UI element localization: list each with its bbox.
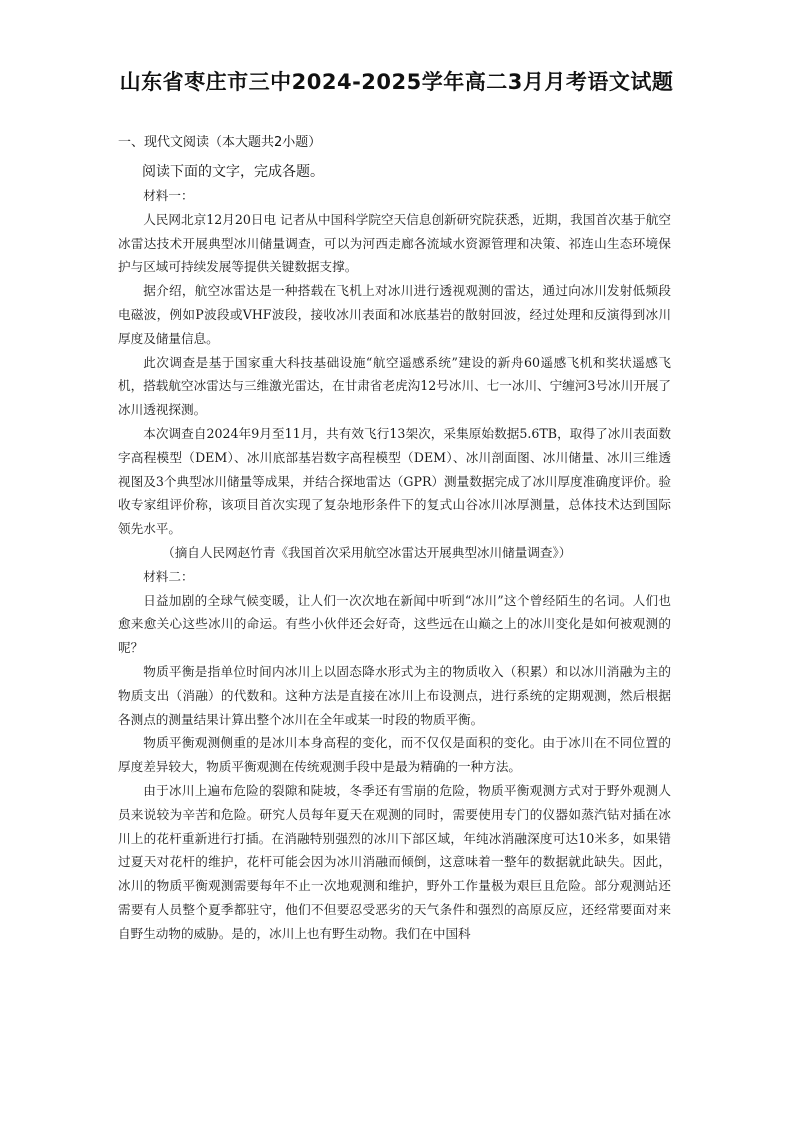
instruction-text: 阅读下面的文字，完成各题。 — [142, 164, 324, 180]
section-heading: 一、现代文阅读（本大题共2小题） — [118, 135, 322, 150]
paragraph: 人民网北京12月20日电 记者从中国科学院空天信息创新研究院获悉，近期，我国首次基于航空冰雷达技术开展典型冰川储量调查，可以为河西走廊各流域水资源管理和决策、祁连山生态环境保护与区域可持续发展等提供关键数据支撑。 — [118, 211, 671, 275]
paragraph: 日益加剧的全球气候变暖，让人们一次次地在新闻中听到“冰川”这个曾经陌生的名词。人们也愈来愈关心这些冰川的命运。有些小伙伴还会好奇，这些远在山巅之上的冰川变化是如何被观测的呢？ — [118, 592, 671, 656]
material-1-label: 材料一： — [143, 188, 194, 203]
paragraph: 本次调查自2024年9月至11月，共有效飞行13架次，采集原始数据5.6TB，取得了冰川表面数字高程模型（DEM）、冰川底部基岩数字高程模型（DEM）、冰川剖面图、冰川储量、冰川三维透视图及3个典型冰川储量等成果，并结合探地雷达（GPR）测量数据完成了冰川厚度准确度评价。验收专家组评价称，该项目首次实现了复杂地形条件下的复式山谷冰川冰厚测量，总体技术达到国际领先水平。 — [118, 425, 671, 537]
material-1-source: （摘自人民网赵竹青《我国首次采用航空冰雷达开展典型冰川储量调查》） — [162, 544, 572, 560]
paragraph: 物质平衡观测侧重的是冰川本身高程的变化，而不仅仅是面积的变化。由于冰川在不同位置的厚度差异较大，物质平衡观测在传统观测手段中是最为精确的一种方法。 — [118, 735, 671, 775]
paragraph: 据介绍，航空冰雷达是一种搭载在飞机上对冰川进行透视观测的雷达，通过向冰川发射低频段电磁波，例如P波段或VHF波段，接收冰川表面和冰底基岩的散射回波，经过处理和反演得到冰川厚度及储量信息。 — [118, 283, 671, 346]
paragraph: 此次调查是基于国家重大科技基础设施“航空遥感系统”建设的新舟60遥感飞机和奖状遥感飞机，搭载航空冰雷达与三维激光雷达，在甘肃省老虎沟12号冰川、七一冰川、宁缠河3号冰川开展了冰川透视探测。 — [118, 354, 671, 418]
paragraph: 物质平衡是指单位时间内冰川上以固态降水形式为主的物质收入（积累）和以冰川消融为主的物质支出（消融）的代数和。这种方法是直接在冰川上布设测点，进行系统的定期观测，然后根据各测点的测量结果计算出整个冰川在全年或某一时段的物质平衡。 — [118, 663, 671, 727]
material-1 — [118, 184, 671, 946]
material-2-label: 材料二： — [143, 568, 194, 584]
page-title: 山东省枣庄市三中2024-2025学年高二3月月考语文试题 — [119, 70, 674, 94]
paragraph: 由于冰川上遍布危险的裂隙和陡坡，冬季还有雪崩的危险，物质平衡观测方式对于野外观测人员来说较为辛苦和危险。研究人员每年夏天在观测的同时，需要使用专门的仪器如蒸汽钻对插在冰川上的花杆重新进行打插。在消融特别强烈的冰川下部区域，年纯冰消融深度可达10米多，如果错过夏天对花杆的维护，花杆可能会因为冰川消融而倾倒，这意味着一整年的数据就此缺失。因此，冰川的物质平衡观测需要每年不止一次地观测和维护，野外工作量极为艰巨且危险。部分观测站还需要有人员整个夏季都驻守，他们不但要忍受恶劣的天气条件和强烈的高原反应，还经常要面对来自野生动物的威胁。是的，冰川上也有野生动物。我们在中国科 — [118, 782, 671, 941]
